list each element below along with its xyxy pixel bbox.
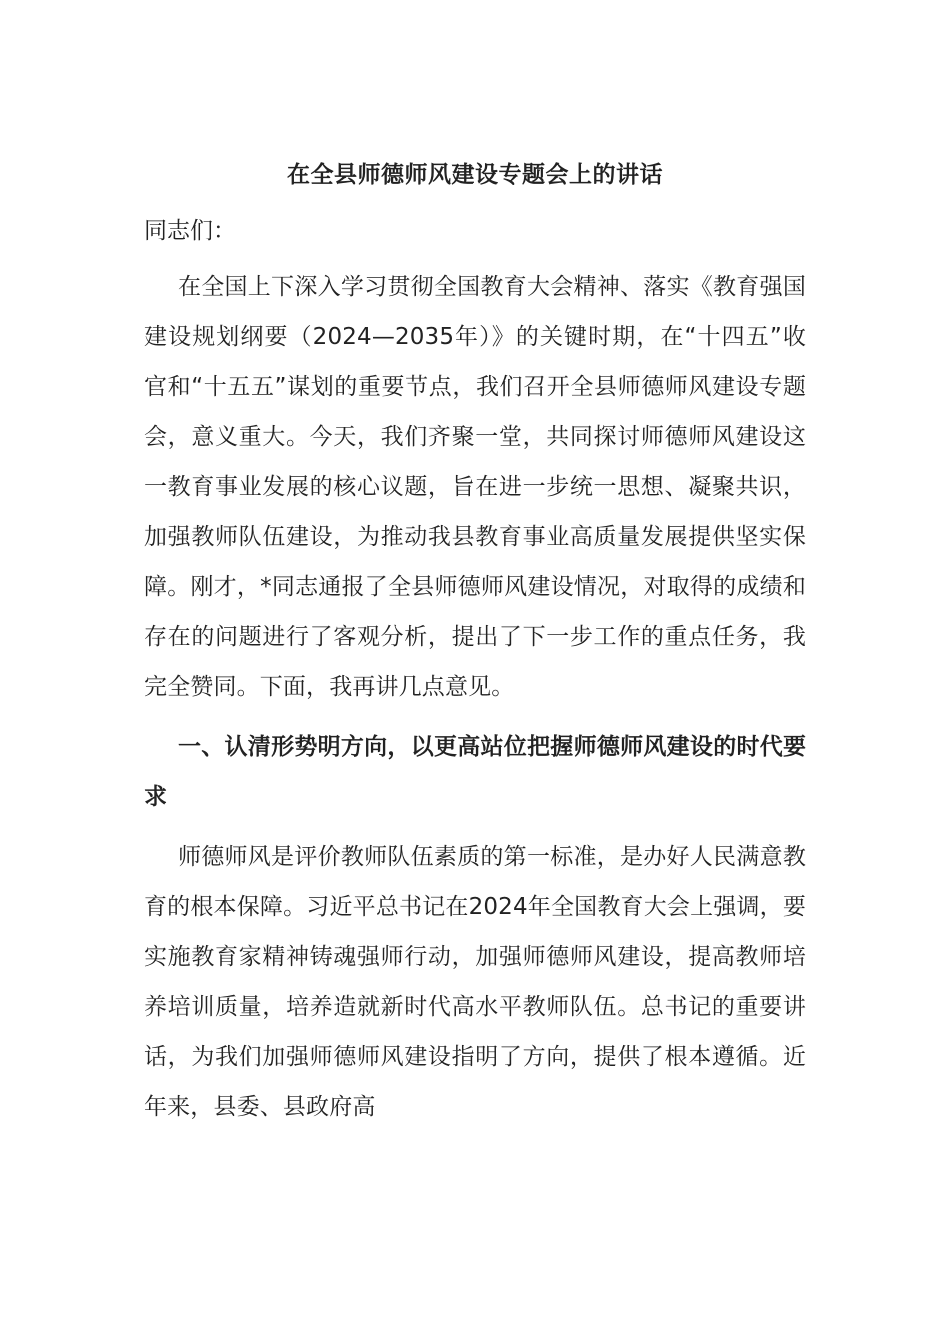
salutation: 同志们： [144,218,236,244]
section-heading-1: 一、认清形势明方向，以更高站位把握师德师风建设的时代要求 [144,734,806,810]
intro-paragraph: 在全国上下深入学习贯彻全国教育大会精神、落实《教育强国建设规划纲要（2024—2035年）》的关键时期，在“十四五”收官和“十五五”谋划的重要节点，我们召开全县师德师风建设专题会，意义重大。今天，我们齐聚一堂，共同探讨师德师风建设这一教育事业发展的核心议题，旨在进一步统一思想、凝聚共识，加强教师队伍建设，为推动我县教育事业高质量发展提供坚实保障。刚才，*同志通报了全县师德师风建设情况，对取得的成绩和存在的问题进行了客观分析，提出了下一步工作的重点任务，我完全赞同。下面，我再讲几点意见。 [144,274,806,700]
page-title: 在全县师德师风建设专题会上的讲话 [287,162,663,188]
section-1-paragraph: 师德师风是评价教师队伍素质的第一标准，是办好人民满意教育的根本保障。习近平总书记在2024年全国教育大会上强调，要实施教育家精神铸魂强师行动，加强师德师风建设，提高教师培养培训质量，培养造就新时代高水平教师队伍。总书记的重要讲话，为我们加强师德师风建设指明了方向，提供了根本遵循。近年来，县委、县政府高 [144,844,806,1120]
document-body [144,150,806,1132]
